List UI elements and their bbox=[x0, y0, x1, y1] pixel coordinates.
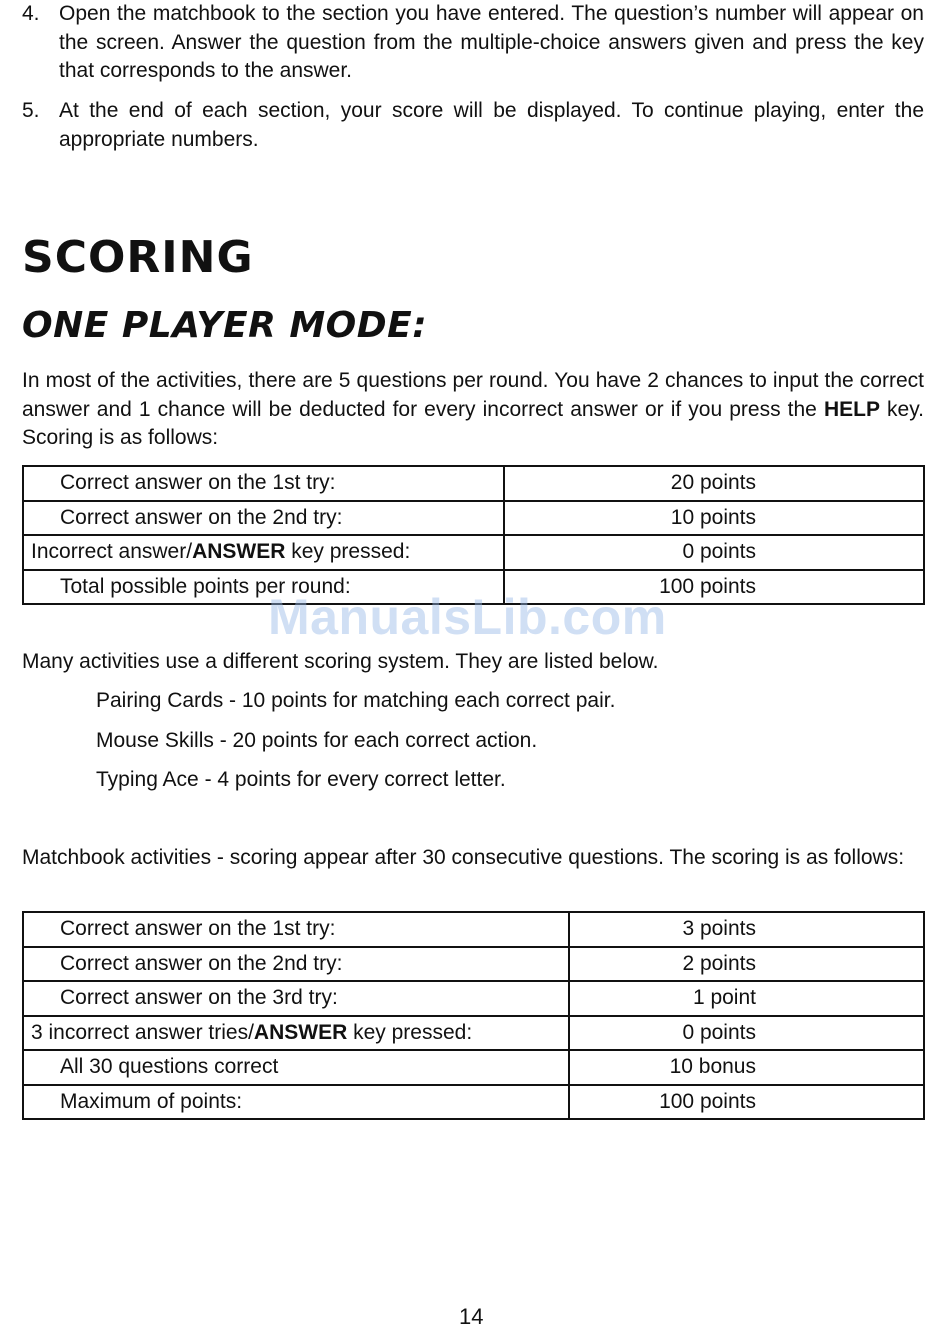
row-value: 0 points bbox=[504, 535, 924, 570]
row-label: 3 incorrect answer tries/ANSWER key pressed: bbox=[23, 1016, 569, 1051]
step-number: 5. bbox=[22, 99, 40, 122]
row-value: 0 points bbox=[569, 1016, 924, 1051]
row-label: Incorrect answer/ANSWER key pressed: bbox=[23, 535, 504, 570]
row-value: 3 points bbox=[569, 912, 924, 947]
row-value: 1 point bbox=[569, 981, 924, 1016]
row-label: Correct answer on the 3rd try: bbox=[23, 981, 569, 1016]
row-value: 100 points bbox=[504, 570, 924, 605]
row-value: 10 points bbox=[504, 501, 924, 536]
row-value: 20 points bbox=[504, 466, 924, 501]
intro-text-end: key. Scoring is as follows: bbox=[22, 397, 924, 449]
step-text: Open the matchbook to the section you have entered. The question’s number will appear on the screen. Answer the question from the multiple-choice answers given and press the key that corresponds to the answer. bbox=[59, 2, 924, 82]
row-value: 100 points bbox=[569, 1085, 924, 1120]
matchbook-scoring-table bbox=[22, 911, 925, 1120]
table-row bbox=[23, 947, 924, 982]
row-label: All 30 questions correct bbox=[23, 1050, 569, 1085]
different-scoring-intro: Many activities use a different scoring system. They are listed below. bbox=[22, 650, 659, 673]
row-label: Correct answer on the 1st try: bbox=[23, 466, 504, 501]
activity-typing-ace: Typing Ace - 4 points for every correct letter. bbox=[96, 768, 506, 791]
table-row bbox=[23, 912, 924, 947]
watermark: ManualsLib.com bbox=[268, 589, 667, 645]
table-row bbox=[23, 981, 924, 1016]
subsection-heading: ONE PLAYER MODE: bbox=[22, 305, 428, 346]
intro-text: In most of the activities, there are 5 questions per round. You have 2 chances to input the correct answer and 1 chance will be deducted for every incorrect answer or if you press the bbox=[22, 369, 924, 421]
row-label: Correct answer on the 2nd try: bbox=[23, 947, 569, 982]
step-4 bbox=[22, 0, 924, 86]
step-number: 4. bbox=[22, 2, 40, 25]
table-row bbox=[23, 466, 924, 501]
table-row bbox=[23, 1085, 924, 1120]
row-value: 10 bonus bbox=[569, 1050, 924, 1085]
row-label: Maximum of points: bbox=[23, 1085, 569, 1120]
matchbook-intro: Matchbook activities - scoring appear after 30 consecutive questions. The scoring is as follows: bbox=[22, 846, 905, 869]
section-heading: SCORING bbox=[22, 232, 254, 283]
row-label: Correct answer on the 2nd try: bbox=[23, 501, 504, 536]
activity-pairing-cards: Pairing Cards - 10 points for matching each correct pair. bbox=[96, 689, 616, 712]
page-number: 14 bbox=[459, 1304, 484, 1329]
row-value: 2 points bbox=[569, 947, 924, 982]
step-5 bbox=[22, 97, 924, 154]
row-label: Correct answer on the 1st try: bbox=[23, 912, 569, 947]
step-text: At the end of each section, your score will be displayed. To continue playing, enter the appropriate numbers. bbox=[59, 99, 924, 151]
table-row bbox=[23, 1016, 924, 1051]
activity-mouse-skills: Mouse Skills - 20 points for each correct action. bbox=[96, 729, 538, 752]
help-key-label: HELP bbox=[823, 397, 880, 421]
table-row bbox=[23, 1050, 924, 1085]
row-label: Total possible points per round: bbox=[23, 570, 504, 605]
table-row bbox=[23, 570, 924, 605]
table-row bbox=[23, 535, 924, 570]
table-row bbox=[23, 501, 924, 536]
intro-paragraph bbox=[22, 367, 924, 453]
one-player-scoring-table bbox=[22, 465, 925, 605]
